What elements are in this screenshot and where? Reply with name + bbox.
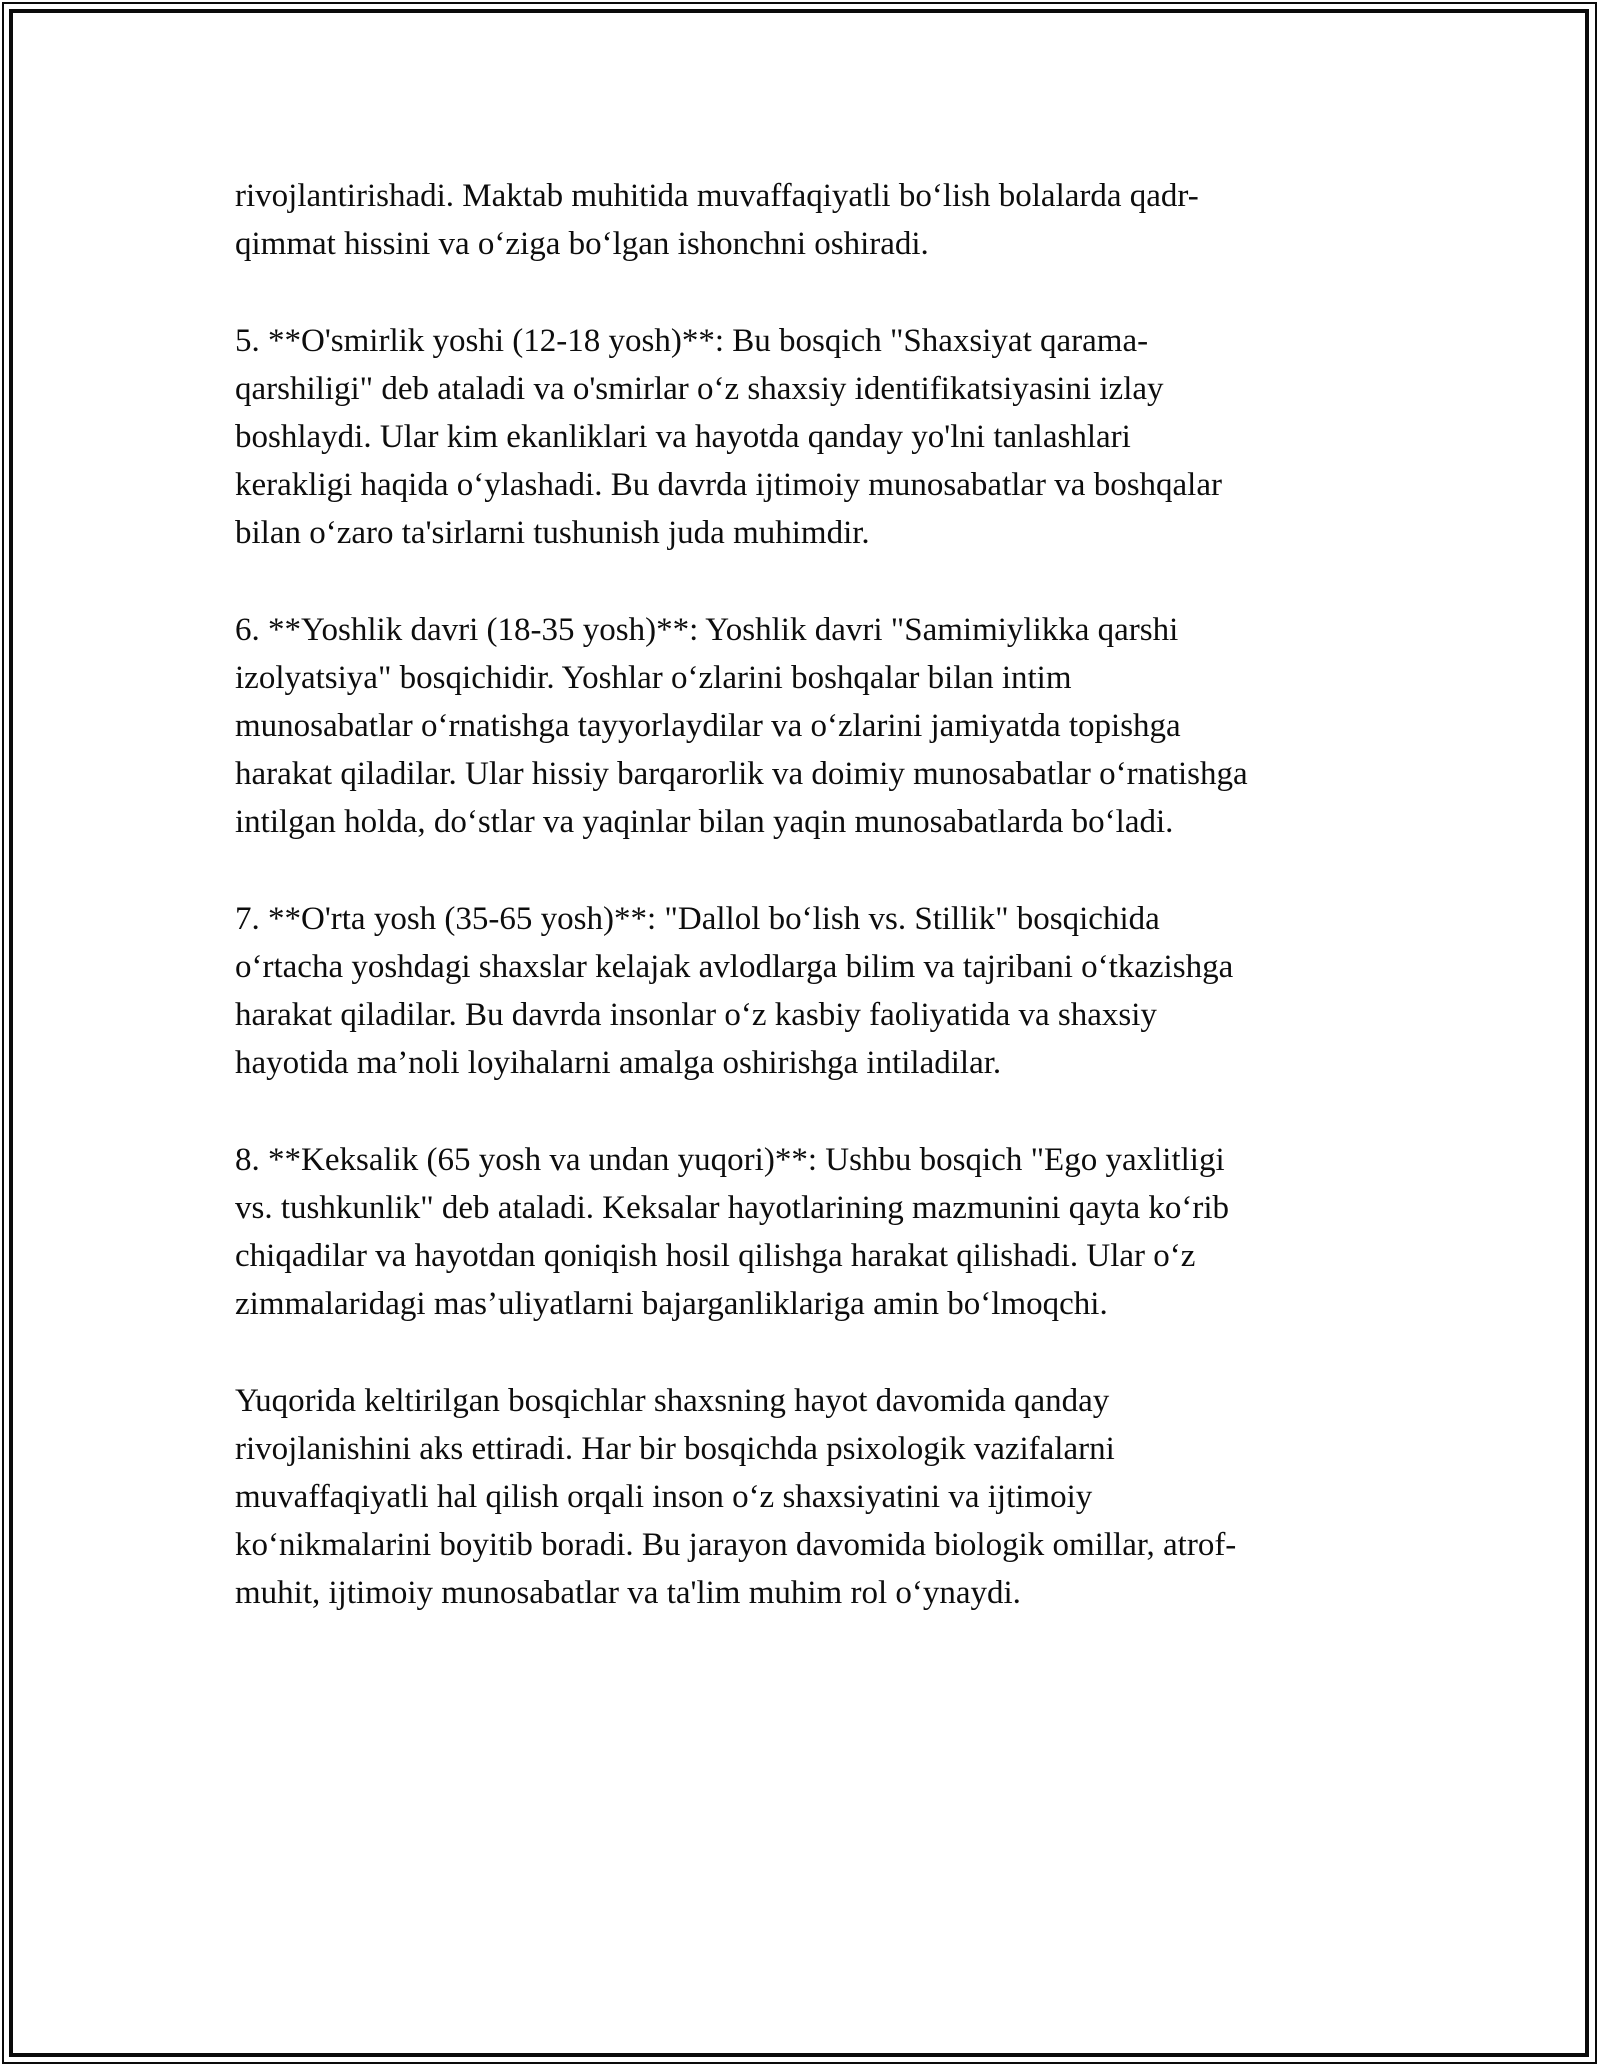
- text-line: harakat qiladilar. Bu davrda insonlar o‘z kasbiy faoliyatida va shaxsiy: [235, 997, 1157, 1033]
- text-line: chiqadilar va hayotdan qoniqish hosil qilishga harakat qilishadi. Ular o‘z: [235, 1238, 1196, 1274]
- text-line: qarshiligi" deb ataladi va o'smirlar o‘z shaxsiy identifikatsiyasini izlay: [235, 371, 1164, 407]
- text-line: 5. **O'smirlik yoshi (12-18 yosh)**: Bu bosqich "Shaxsiyat qarama-: [235, 323, 1149, 359]
- text-line: kerakligi haqida o‘ylashadi. Bu davrda ijtimoiy munosabatlar va boshqalar: [235, 467, 1222, 503]
- text-line: rivojlantirishadi. Maktab muhitida muvaffaqiyatli bo‘lish bolalarda qadr-: [235, 178, 1199, 214]
- text-line: qimmat hissini va o‘ziga bo‘lgan ishonchni oshiradi.: [235, 226, 929, 262]
- text-line: intilgan holda, do‘stlar va yaqinlar bilan yaqin munosabatlarda bo‘ladi.: [235, 804, 1174, 840]
- paragraph-stage-8: [235, 1136, 1415, 1328]
- text-line: muhit, ijtimoiy munosabatlar va ta'lim muhim rol o‘ynaydi.: [235, 1575, 1021, 1611]
- text-line: ko‘nikmalarini boyitib boradi. Bu jarayon davomida biologik omillar, atrof-: [235, 1527, 1237, 1563]
- text-line: muvaffaqiyatli hal qilish orqali inson o‘z shaxsiyatini va ijtimoiy: [235, 1479, 1093, 1515]
- paragraph-conclusion: [235, 1377, 1415, 1617]
- document-content: [235, 172, 1415, 1666]
- text-line: harakat qiladilar. Ular hissiy barqarorlik va doimiy munosabatlar o‘rnatishga: [235, 756, 1248, 792]
- text-line: 7. **O'rta yosh (35-65 yosh)**: "Dallol bo‘lish vs. Stillik" bosqichida: [235, 901, 1160, 937]
- text-line: Yuqorida keltirilgan bosqichlar shaxsning hayot davomida qanday: [235, 1383, 1110, 1419]
- text-line: hayotida ma’noli loyihalarni amalga oshirishga intiladilar.: [235, 1045, 1002, 1081]
- paragraph-stage-5: [235, 317, 1415, 557]
- paragraph-intro: [235, 172, 1415, 268]
- text-line: 6. **Yoshlik davri (18-35 yosh)**: Yoshlik davri "Samimiylikka qarshi: [235, 612, 1179, 648]
- text-line: rivojlanishini aks ettiradi. Har bir bosqichda psixologik vazifalarni: [235, 1431, 1115, 1467]
- text-line: o‘rtacha yoshdagi shaxslar kelajak avlodlarga bilim va tajribani o‘tkazishga: [235, 949, 1234, 985]
- text-line: munosabatlar o‘rnatishga tayyorlaydilar va o‘zlarini jamiyatda topishga: [235, 708, 1181, 744]
- paragraph-stage-6: [235, 606, 1415, 846]
- text-line: zimmalaridagi mas’uliyatlarni bajarganliklariga amin bo‘lmoqchi.: [235, 1286, 1108, 1322]
- text-line: izolyatsiya" bosqichidir. Yoshlar o‘zlarini boshqalar bilan intim: [235, 660, 1072, 696]
- text-line: 8. **Keksalik (65 yosh va undan yuqori)**: Ushbu bosqich "Ego yaxlitligi: [235, 1142, 1225, 1178]
- paragraph-stage-7: [235, 895, 1415, 1087]
- text-line: vs. tushkunlik" deb ataladi. Keksalar hayotlarining mazmunini qayta ko‘rib: [235, 1190, 1230, 1226]
- text-line: bilan o‘zaro ta'sirlarni tushunish juda muhimdir.: [235, 515, 870, 551]
- text-line: boshlaydi. Ular kim ekanliklari va hayotda qanday yo'lni tanlashlari: [235, 419, 1131, 455]
